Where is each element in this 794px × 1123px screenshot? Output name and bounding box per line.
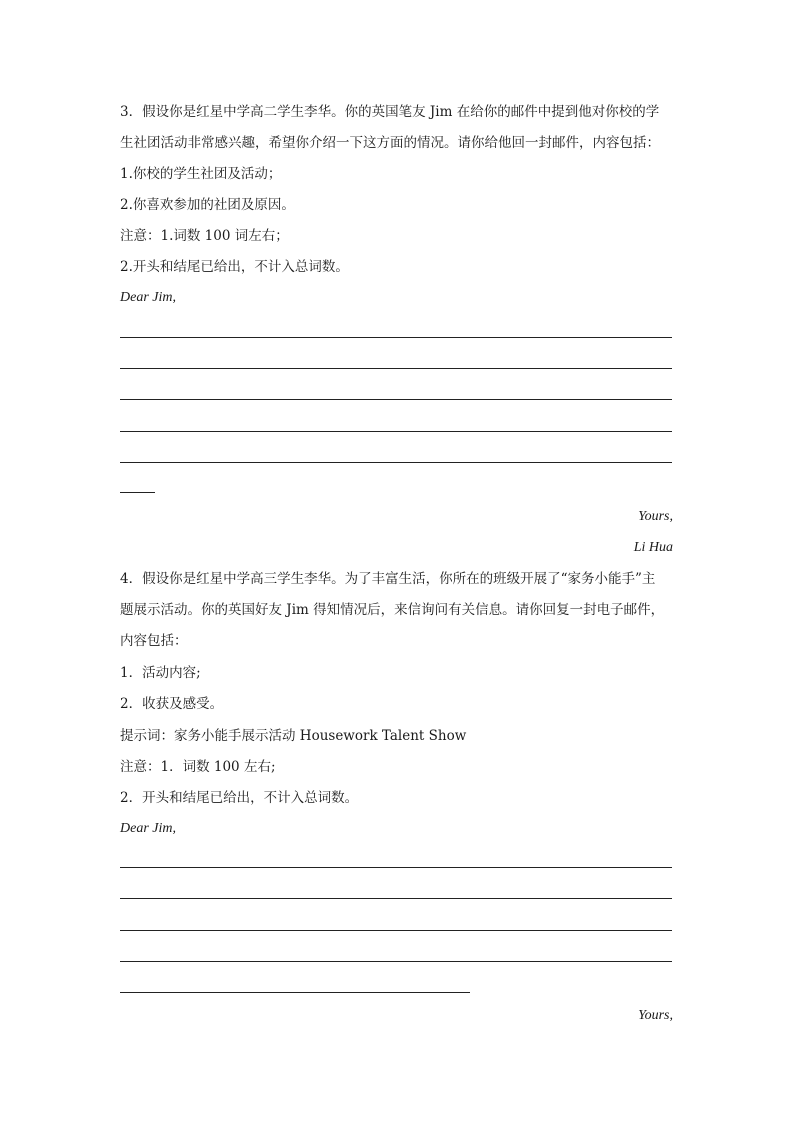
q4-closing: Yours, [638,1008,673,1023]
q4-note-1: 注意：1．词数 100 左右; [120,759,276,775]
q4-prompt-line-2: 题展示活动。你的英国好友 Jim 得知情况后，来信询问有关信息。请你回复一封电子邮件， [120,602,665,618]
q3-prompt-line-2: 生社团活动非常感兴趣，希望你介绍一下这方面的情况。请你给他回一封邮件，内容包括： [120,135,660,151]
q3-note-1: 注意：1.词数 100 词左右； [120,228,289,244]
q3-note-2: 2.开头和结尾已给出，不计入总词数。 [120,259,349,275]
q4-requirement-2: 2．收获及感受。 [120,696,224,712]
q4-hint: 提示词：家务小能手展示活动 Housework Talent Show [120,728,467,744]
q3-answer-line[interactable] [120,399,672,400]
q3-requirement-2: 2.你喜欢参加的社团及原因。 [120,197,295,213]
q3-requirement-1: 1.你校的学生社团及活动； [120,166,282,182]
q3-answer-line[interactable] [120,462,672,463]
q3-signature: Li Hua [633,540,673,555]
q4-note-2: 2．开头和结尾已给出，不计入总词数。 [120,790,359,806]
q4-prompt-line-3: 内容包括： [120,633,188,649]
q4-requirement-1: 1．活动内容; [120,665,201,681]
q4-answer-line[interactable] [120,961,672,962]
q4-answer-line-partial[interactable] [120,992,470,993]
q3-salutation: Dear Jim, [120,290,176,305]
q3-closing: Yours, [638,509,673,524]
q4-answer-line[interactable] [120,930,672,931]
q4-answer-line[interactable] [120,898,672,899]
q3-answer-line[interactable] [120,431,672,432]
q3-answer-line-short[interactable] [120,492,155,493]
q3-answer-line[interactable] [120,337,672,338]
q4-salutation: Dear Jim, [120,821,176,836]
q3-prompt-line-1: 3．假设你是红星中学高二学生李华。你的英国笔友 Jim 在给你的邮件中提到他对你校的学 [120,104,660,120]
q3-answer-line[interactable] [120,368,672,369]
q4-answer-line[interactable] [120,867,672,868]
q4-prompt-line-1: 4．假设你是红星中学高三学生李华。为了丰富生活，你所在的班级开展了“家务小能手”主 [120,571,656,587]
